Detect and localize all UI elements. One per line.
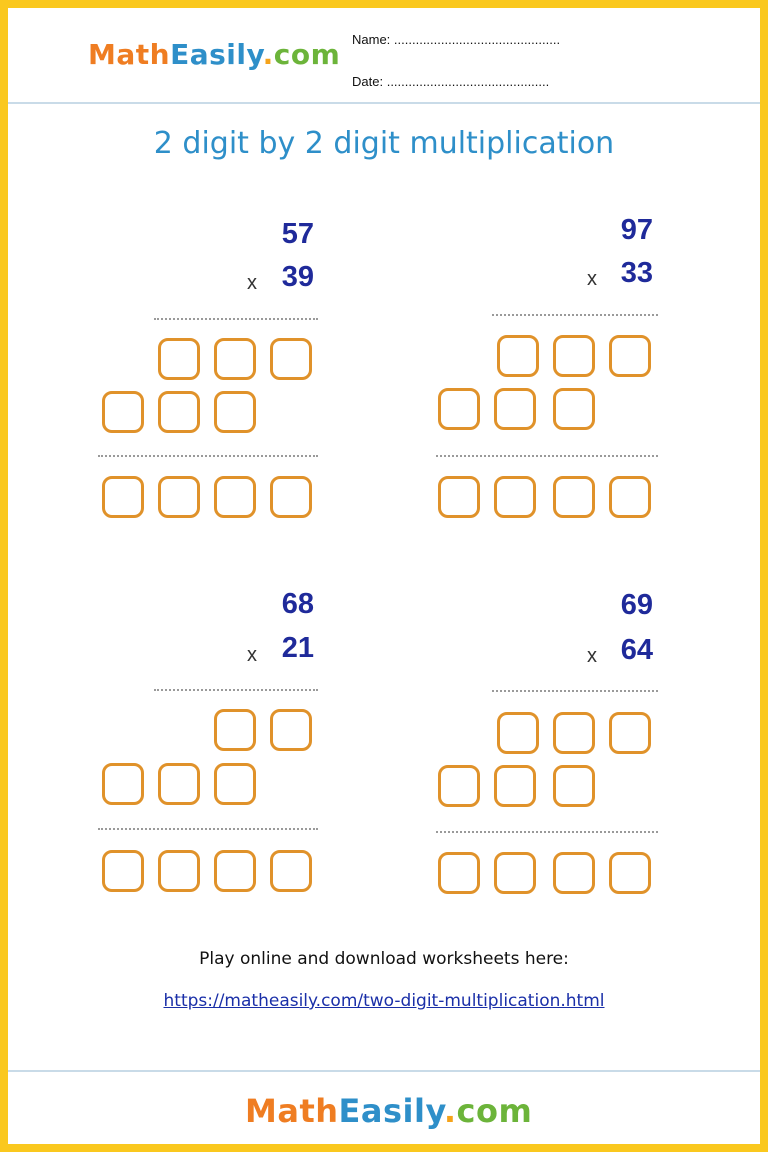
problem-4-top-number: 69 bbox=[620, 589, 653, 621]
answer-box[interactable] bbox=[553, 852, 595, 894]
logo-part-dot: . bbox=[262, 38, 274, 71]
answer-box[interactable] bbox=[102, 476, 144, 518]
answer-box[interactable] bbox=[609, 476, 651, 518]
problem-2-top-number: 97 bbox=[620, 214, 653, 246]
problem-2-divider bbox=[492, 314, 658, 316]
problem-1-divider bbox=[154, 318, 318, 320]
answer-box[interactable] bbox=[270, 850, 312, 892]
answer-box[interactable] bbox=[214, 338, 256, 380]
footer-instructions: Play online and download worksheets here: bbox=[199, 949, 569, 969]
problem-4-bottom-number: 64 bbox=[620, 634, 653, 666]
date-dots: ............................................. bbox=[386, 74, 550, 89]
answer-box[interactable] bbox=[494, 765, 536, 807]
answer-box[interactable] bbox=[494, 388, 536, 430]
answer-box[interactable] bbox=[214, 850, 256, 892]
answer-box[interactable] bbox=[158, 391, 200, 433]
problem-3-sum-divider bbox=[98, 828, 318, 830]
answer-box[interactable] bbox=[553, 388, 595, 430]
answer-box[interactable] bbox=[497, 335, 539, 377]
answer-box[interactable] bbox=[609, 852, 651, 894]
answer-box[interactable] bbox=[494, 852, 536, 894]
logo-part-easily: Easily bbox=[170, 38, 263, 71]
date-label: Date: bbox=[352, 74, 384, 89]
answer-box[interactable] bbox=[553, 476, 595, 518]
problem-4-divider bbox=[492, 690, 658, 692]
answer-box[interactable] bbox=[214, 476, 256, 518]
problem-1-sum-divider bbox=[98, 455, 318, 457]
name-label: Name: bbox=[352, 32, 391, 47]
name-field[interactable] bbox=[352, 32, 560, 47]
logo-part-dot: . bbox=[443, 1092, 457, 1130]
problem-1-operator: x bbox=[247, 272, 257, 294]
answer-box[interactable] bbox=[158, 338, 200, 380]
answer-box[interactable] bbox=[214, 763, 256, 805]
answer-box[interactable] bbox=[438, 388, 480, 430]
worksheet-link[interactable]: https://matheasily.com/two-digit-multiplication.html bbox=[163, 991, 605, 1011]
logo-part-com: com bbox=[456, 1092, 533, 1130]
answer-box[interactable] bbox=[270, 476, 312, 518]
problem-2-operator: x bbox=[587, 268, 597, 290]
answer-box[interactable] bbox=[214, 709, 256, 751]
answer-box[interactable] bbox=[494, 476, 536, 518]
answer-box[interactable] bbox=[438, 476, 480, 518]
worksheet-page bbox=[8, 8, 760, 1144]
answer-box[interactable] bbox=[102, 850, 144, 892]
problem-2-sum-divider bbox=[436, 455, 658, 457]
answer-box[interactable] bbox=[270, 338, 312, 380]
date-field[interactable] bbox=[352, 74, 549, 89]
answer-box[interactable] bbox=[102, 763, 144, 805]
problem-3-divider bbox=[154, 689, 318, 691]
answer-box[interactable] bbox=[609, 335, 651, 377]
logo-part-math: Math bbox=[245, 1092, 339, 1130]
logo-part-math: Math bbox=[88, 38, 171, 71]
answer-box[interactable] bbox=[438, 765, 480, 807]
problem-3-top-number: 68 bbox=[281, 588, 314, 620]
problem-1-bottom-number: 39 bbox=[281, 261, 314, 293]
footer-logo bbox=[245, 1092, 532, 1130]
answer-box[interactable] bbox=[158, 763, 200, 805]
logo-part-easily: Easily bbox=[338, 1092, 444, 1130]
answer-box[interactable] bbox=[609, 712, 651, 754]
answer-box[interactable] bbox=[553, 712, 595, 754]
answer-box[interactable] bbox=[553, 765, 595, 807]
problem-3-operator: x bbox=[247, 644, 257, 666]
answer-box[interactable] bbox=[270, 709, 312, 751]
problem-1-top-number: 57 bbox=[281, 218, 314, 250]
answer-box[interactable] bbox=[214, 391, 256, 433]
problem-3-bottom-number: 21 bbox=[281, 632, 314, 664]
name-dots: .............................................. bbox=[393, 32, 561, 47]
answer-box[interactable] bbox=[102, 391, 144, 433]
logo-part-com: com bbox=[273, 38, 341, 71]
answer-box[interactable] bbox=[158, 850, 200, 892]
answer-box[interactable] bbox=[497, 712, 539, 754]
footer-divider bbox=[8, 1070, 760, 1072]
page-title: 2 digit by 2 digit multiplication bbox=[153, 126, 615, 161]
answer-box[interactable] bbox=[438, 852, 480, 894]
header-divider bbox=[8, 102, 760, 104]
problem-2-bottom-number: 33 bbox=[620, 257, 653, 289]
header-logo bbox=[88, 38, 340, 71]
problem-4-sum-divider bbox=[436, 831, 658, 833]
answer-box[interactable] bbox=[553, 335, 595, 377]
problem-4-operator: x bbox=[587, 645, 597, 667]
answer-box[interactable] bbox=[158, 476, 200, 518]
